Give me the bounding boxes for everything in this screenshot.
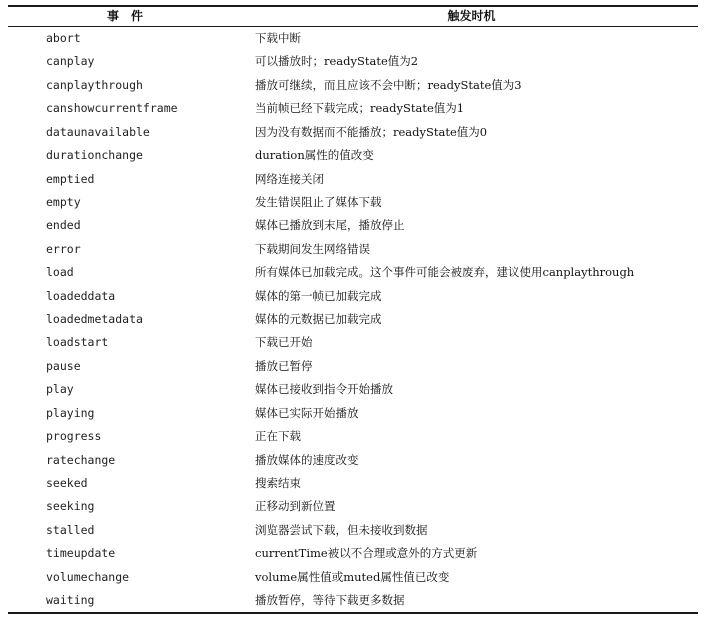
table-row: [8, 497, 698, 520]
column-header-event: 事 件: [106, 9, 143, 23]
table-row: [8, 263, 698, 286]
event-name: progress: [46, 429, 102, 444]
event-trigger-description: 媒体的第一帧已加载完成: [255, 288, 382, 303]
table-row: [8, 52, 698, 75]
event-trigger-description: 下载期间发生网络错误: [255, 241, 370, 256]
table-row: [8, 99, 698, 122]
event-trigger-description: 播放暂停，等待下载更多数据: [255, 593, 405, 608]
table-row: [8, 240, 698, 263]
event-trigger-description: 播放媒体的速度改变: [255, 452, 359, 467]
table-row: [8, 123, 698, 146]
event-trigger-description: duration属性的值改变: [255, 148, 374, 163]
event-trigger-description: currentTime被以不合理或意外的方式更新: [255, 546, 478, 561]
event-name: canshowcurrentframe: [46, 101, 178, 116]
event-trigger-description: 可以播放时；readyState值为2: [255, 54, 419, 69]
event-trigger-description: 正在下载: [255, 429, 301, 444]
event-trigger-description: 播放可继续，而且应该不会中断；readyState值为3: [255, 77, 522, 92]
table-row: [8, 287, 698, 310]
event-name: durationchange: [46, 148, 143, 163]
event-name: volumechange: [46, 569, 130, 584]
event-trigger-description: 媒体的元数据已加载完成: [255, 312, 382, 327]
event-name: pause: [46, 358, 81, 373]
event-name: playing: [46, 405, 95, 420]
event-trigger-description: 因为没有数据而不能播放；readyState值为0: [255, 124, 488, 139]
event-name: seeking: [46, 499, 95, 514]
table-row: [8, 474, 698, 497]
event-trigger-description: 播放已暂停: [255, 358, 313, 373]
table-header-rule: [8, 26, 698, 27]
table-row: [8, 216, 698, 239]
table-row: [8, 357, 698, 380]
event-name: load: [46, 265, 74, 280]
table-row: [8, 170, 698, 193]
event-name: canplaythrough: [46, 77, 143, 92]
event-trigger-description: 媒体已实际开始播放: [255, 405, 359, 420]
event-trigger-description: 所有媒体已加载完成。这个事件可能会被废弃，建议使用canplaythrough: [255, 265, 635, 280]
event-trigger-description: 正移动到新位置: [255, 499, 336, 514]
table-bottom-rule: [8, 612, 698, 614]
table-row: [8, 76, 698, 99]
event-name: dataunavailable: [46, 124, 150, 139]
event-name: timeupdate: [46, 546, 116, 561]
table-row: [8, 29, 698, 52]
table-row: [8, 568, 698, 591]
event-trigger-description: volume属性值或muted属性值已改变: [255, 569, 450, 584]
event-trigger-description: 当前帧已经下载完成；readyState值为1: [255, 101, 465, 116]
event-trigger-description: 媒体已接收到指令开始播放: [255, 382, 393, 397]
table-row: [8, 193, 698, 216]
event-name: ratechange: [46, 452, 116, 467]
event-trigger-description: 浏览器尝试下载，但未接收到数据: [255, 522, 428, 537]
event-name: waiting: [46, 593, 95, 608]
table-row: [8, 451, 698, 474]
table-row: [8, 146, 698, 169]
event-name: loadstart: [46, 335, 109, 350]
table-row: [8, 521, 698, 544]
event-name: loadeddata: [46, 288, 116, 303]
event-name: emptied: [46, 171, 95, 186]
event-name: empty: [46, 194, 81, 209]
table-row: [8, 404, 698, 427]
event-trigger-description: 媒体已播放到末尾，播放停止: [255, 218, 405, 233]
table-row: [8, 380, 698, 403]
event-name: canplay: [46, 54, 95, 69]
event-trigger-description: 发生错误阻止了媒体下载: [255, 194, 382, 209]
table-row: [8, 310, 698, 333]
event-name: stalled: [46, 522, 95, 537]
table-body: [8, 29, 698, 615]
event-trigger-description: 下载已开始: [255, 335, 313, 350]
table-row: [8, 427, 698, 450]
event-name: loadedmetadata: [46, 312, 143, 327]
event-trigger-description: 搜索结束: [255, 476, 301, 491]
event-trigger-description: 下载中断: [255, 31, 301, 45]
event-name: ended: [46, 218, 81, 233]
column-header-trigger: 触发时机: [447, 9, 496, 23]
table-row: [8, 333, 698, 356]
event-name: seeked: [46, 476, 88, 491]
table-header: [8, 7, 698, 26]
event-name: error: [46, 241, 81, 256]
event-trigger-description: 网络连接关闭: [255, 171, 324, 186]
table-row: [8, 544, 698, 567]
event-name: play: [46, 382, 74, 397]
event-name: abort: [46, 31, 81, 45]
